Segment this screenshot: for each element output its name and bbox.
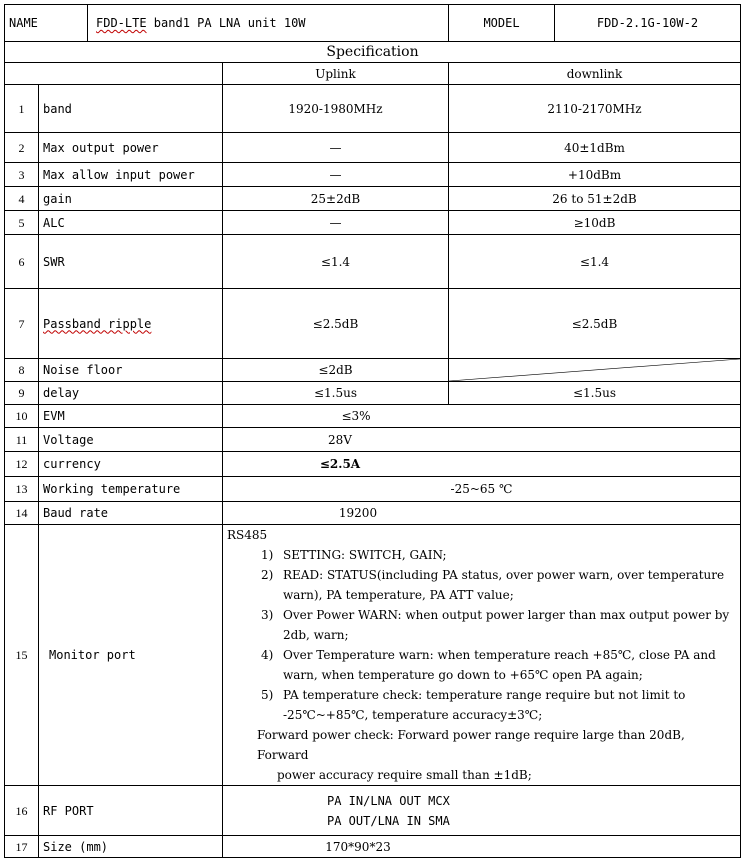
row-uplink: 1920-1980MHz — [223, 85, 449, 133]
row-downlink: ≤1.4 — [449, 235, 741, 289]
monitor-item-number: 5) — [261, 688, 274, 702]
model-label: MODEL — [449, 5, 555, 42]
row-value — [223, 786, 741, 836]
row-number: 11 — [5, 428, 39, 452]
row-downlink: ≤2.5dB — [449, 289, 741, 359]
row-uplink: ≤1.4 — [223, 235, 449, 289]
row-uplink: — — [223, 211, 449, 235]
row-param-text: Passband ripple — [43, 316, 152, 331]
row-number: 9 — [5, 382, 39, 405]
table-row — [5, 133, 741, 163]
row-number: 14 — [5, 502, 39, 525]
row-downlink: ≥10dB — [449, 211, 741, 235]
table-row — [5, 786, 741, 836]
monitor-item-number: 2) — [261, 568, 274, 582]
row-param: Monitor port — [39, 525, 223, 786]
monitor-port-details — [223, 525, 741, 786]
monitor-item — [227, 645, 736, 665]
header-row — [5, 5, 741, 42]
table-row — [5, 477, 741, 502]
row-number: 7 — [5, 289, 39, 359]
row-downlink: +10dBm — [449, 163, 741, 187]
table-row — [5, 289, 741, 359]
row-uplink: ≤2dB — [223, 359, 449, 382]
monitor-item-line: READ: STATUS(including PA status, over power warn, over temperature — [283, 568, 725, 582]
table-row — [5, 502, 741, 525]
row-param: EVM — [39, 405, 223, 428]
row-param: RF PORT — [39, 786, 223, 836]
row-param: Working temperature — [39, 477, 223, 502]
name-squiggle: FDD-LTE — [96, 16, 147, 30]
row-param: Voltage — [39, 428, 223, 452]
row-uplink: ≤2.5dB — [223, 289, 449, 359]
row-value-text: 28V — [328, 432, 352, 447]
row-downlink: 2110-2170MHz — [449, 85, 741, 133]
row-downlink: 40±1dBm — [449, 133, 741, 163]
name-label: NAME — [5, 5, 88, 42]
monitor-item-continuation: warn, when temperature go down to +65℃ open PA again; — [283, 668, 643, 682]
model-value: FDD-2.1G-10W-2 — [555, 5, 741, 42]
row-number: 5 — [5, 211, 39, 235]
name-rest: band1 PA LNA unit 10W — [146, 16, 306, 30]
monitor-item-continuation: 2db, warn; — [283, 628, 349, 642]
row-uplink: 25±2dB — [223, 187, 449, 211]
spec-title-row — [5, 42, 741, 63]
downlink-header: downlink — [449, 63, 741, 85]
monitor-item-continuation: warn), PA temperature, PA ATT value; — [283, 588, 514, 602]
row-number: 1 — [5, 85, 39, 133]
rf-port-line: PA OUT/LNA IN SMA — [327, 813, 450, 828]
row-number: 15 — [5, 525, 39, 786]
spec-title: Specification — [5, 42, 741, 63]
row-uplink: ≤1.5us — [223, 382, 449, 405]
row-param: delay — [39, 382, 223, 405]
monitor-item — [227, 545, 736, 565]
row-param: Max allow input power — [39, 163, 223, 187]
uplink-header: Uplink — [223, 63, 449, 85]
row-uplink: — — [223, 133, 449, 163]
table-row — [5, 211, 741, 235]
monitor-item-continuation: -25℃~+85℃, temperature accuracy±3℃; — [283, 708, 543, 722]
row-number: 6 — [5, 235, 39, 289]
monitor-item-line: PA temperature check: temperature range require but not limit to — [283, 688, 686, 702]
row-param: ALC — [39, 211, 223, 235]
monitor-item — [227, 565, 736, 585]
row-number: 8 — [5, 359, 39, 382]
row-number: 13 — [5, 477, 39, 502]
monitor-forward-check-continuation: power accuracy require small than ±1dB; — [277, 768, 532, 782]
row-number: 10 — [5, 405, 39, 428]
spec-table — [4, 4, 741, 858]
row-value-text: ≤3% — [341, 409, 371, 423]
monitor-item-line: SETTING: SWITCH, GAIN; — [283, 548, 447, 562]
row-number: 4 — [5, 187, 39, 211]
table-row — [5, 836, 741, 858]
table-row — [5, 163, 741, 187]
monitor-item-number: 4) — [261, 648, 274, 662]
monitor-item — [227, 605, 736, 625]
row-number: 3 — [5, 163, 39, 187]
row-value: -25~65 ℃ — [223, 477, 741, 502]
row-downlink: ≤1.5us — [449, 382, 741, 405]
blank-header-cell — [5, 63, 223, 85]
row-number: 17 — [5, 836, 39, 858]
row-uplink: — — [223, 163, 449, 187]
table-row — [5, 187, 741, 211]
monitor-item — [227, 685, 736, 705]
monitor-item-line: Over Temperature warn: when temperature reach +85℃, close PA and — [283, 648, 716, 662]
monitor-protocol: RS485 — [227, 528, 268, 542]
row-value — [223, 502, 741, 525]
diagonal-line — [449, 359, 740, 381]
row-downlink: 26 to 51±2dB — [449, 187, 741, 211]
row-param — [39, 289, 223, 359]
row-param: band — [39, 85, 223, 133]
table-row — [5, 85, 741, 133]
table-row — [5, 452, 741, 477]
row-param: currency — [39, 452, 223, 477]
row-value-text: 170*90*23 — [325, 839, 391, 854]
monitor-forward-check: Forward power check: Forward power range require large than 20dB, Forward — [257, 728, 685, 762]
row-downlink-empty — [449, 359, 741, 382]
row-number: 16 — [5, 786, 39, 836]
row-number: 12 — [5, 452, 39, 477]
row-value — [223, 836, 741, 858]
row-param: SWR — [39, 235, 223, 289]
row-param: Max output power — [39, 133, 223, 163]
rf-port-line: PA IN/LNA OUT MCX — [327, 793, 450, 808]
name-value — [88, 5, 449, 42]
row-value — [223, 405, 741, 428]
table-row — [5, 235, 741, 289]
monitor-item-line: Over Power WARN: when output power larger than max output power by — [283, 608, 730, 622]
row-value-text: ≤2.5A — [319, 457, 361, 471]
row-param: gain — [39, 187, 223, 211]
table-row — [5, 428, 741, 452]
row-param: Baud rate — [39, 502, 223, 525]
monitor-item-number: 1) — [261, 548, 274, 562]
table-row — [5, 359, 741, 382]
row-value-text: 19200 — [338, 506, 378, 520]
table-row — [5, 405, 741, 428]
table-row — [5, 525, 741, 786]
row-param: Size (mm) — [39, 836, 223, 858]
row-value — [223, 452, 741, 477]
column-header-row — [5, 63, 741, 85]
monitor-item-number: 3) — [261, 608, 274, 622]
row-value — [223, 428, 741, 452]
table-row — [5, 382, 741, 405]
row-number: 2 — [5, 133, 39, 163]
row-param: Noise floor — [39, 359, 223, 382]
